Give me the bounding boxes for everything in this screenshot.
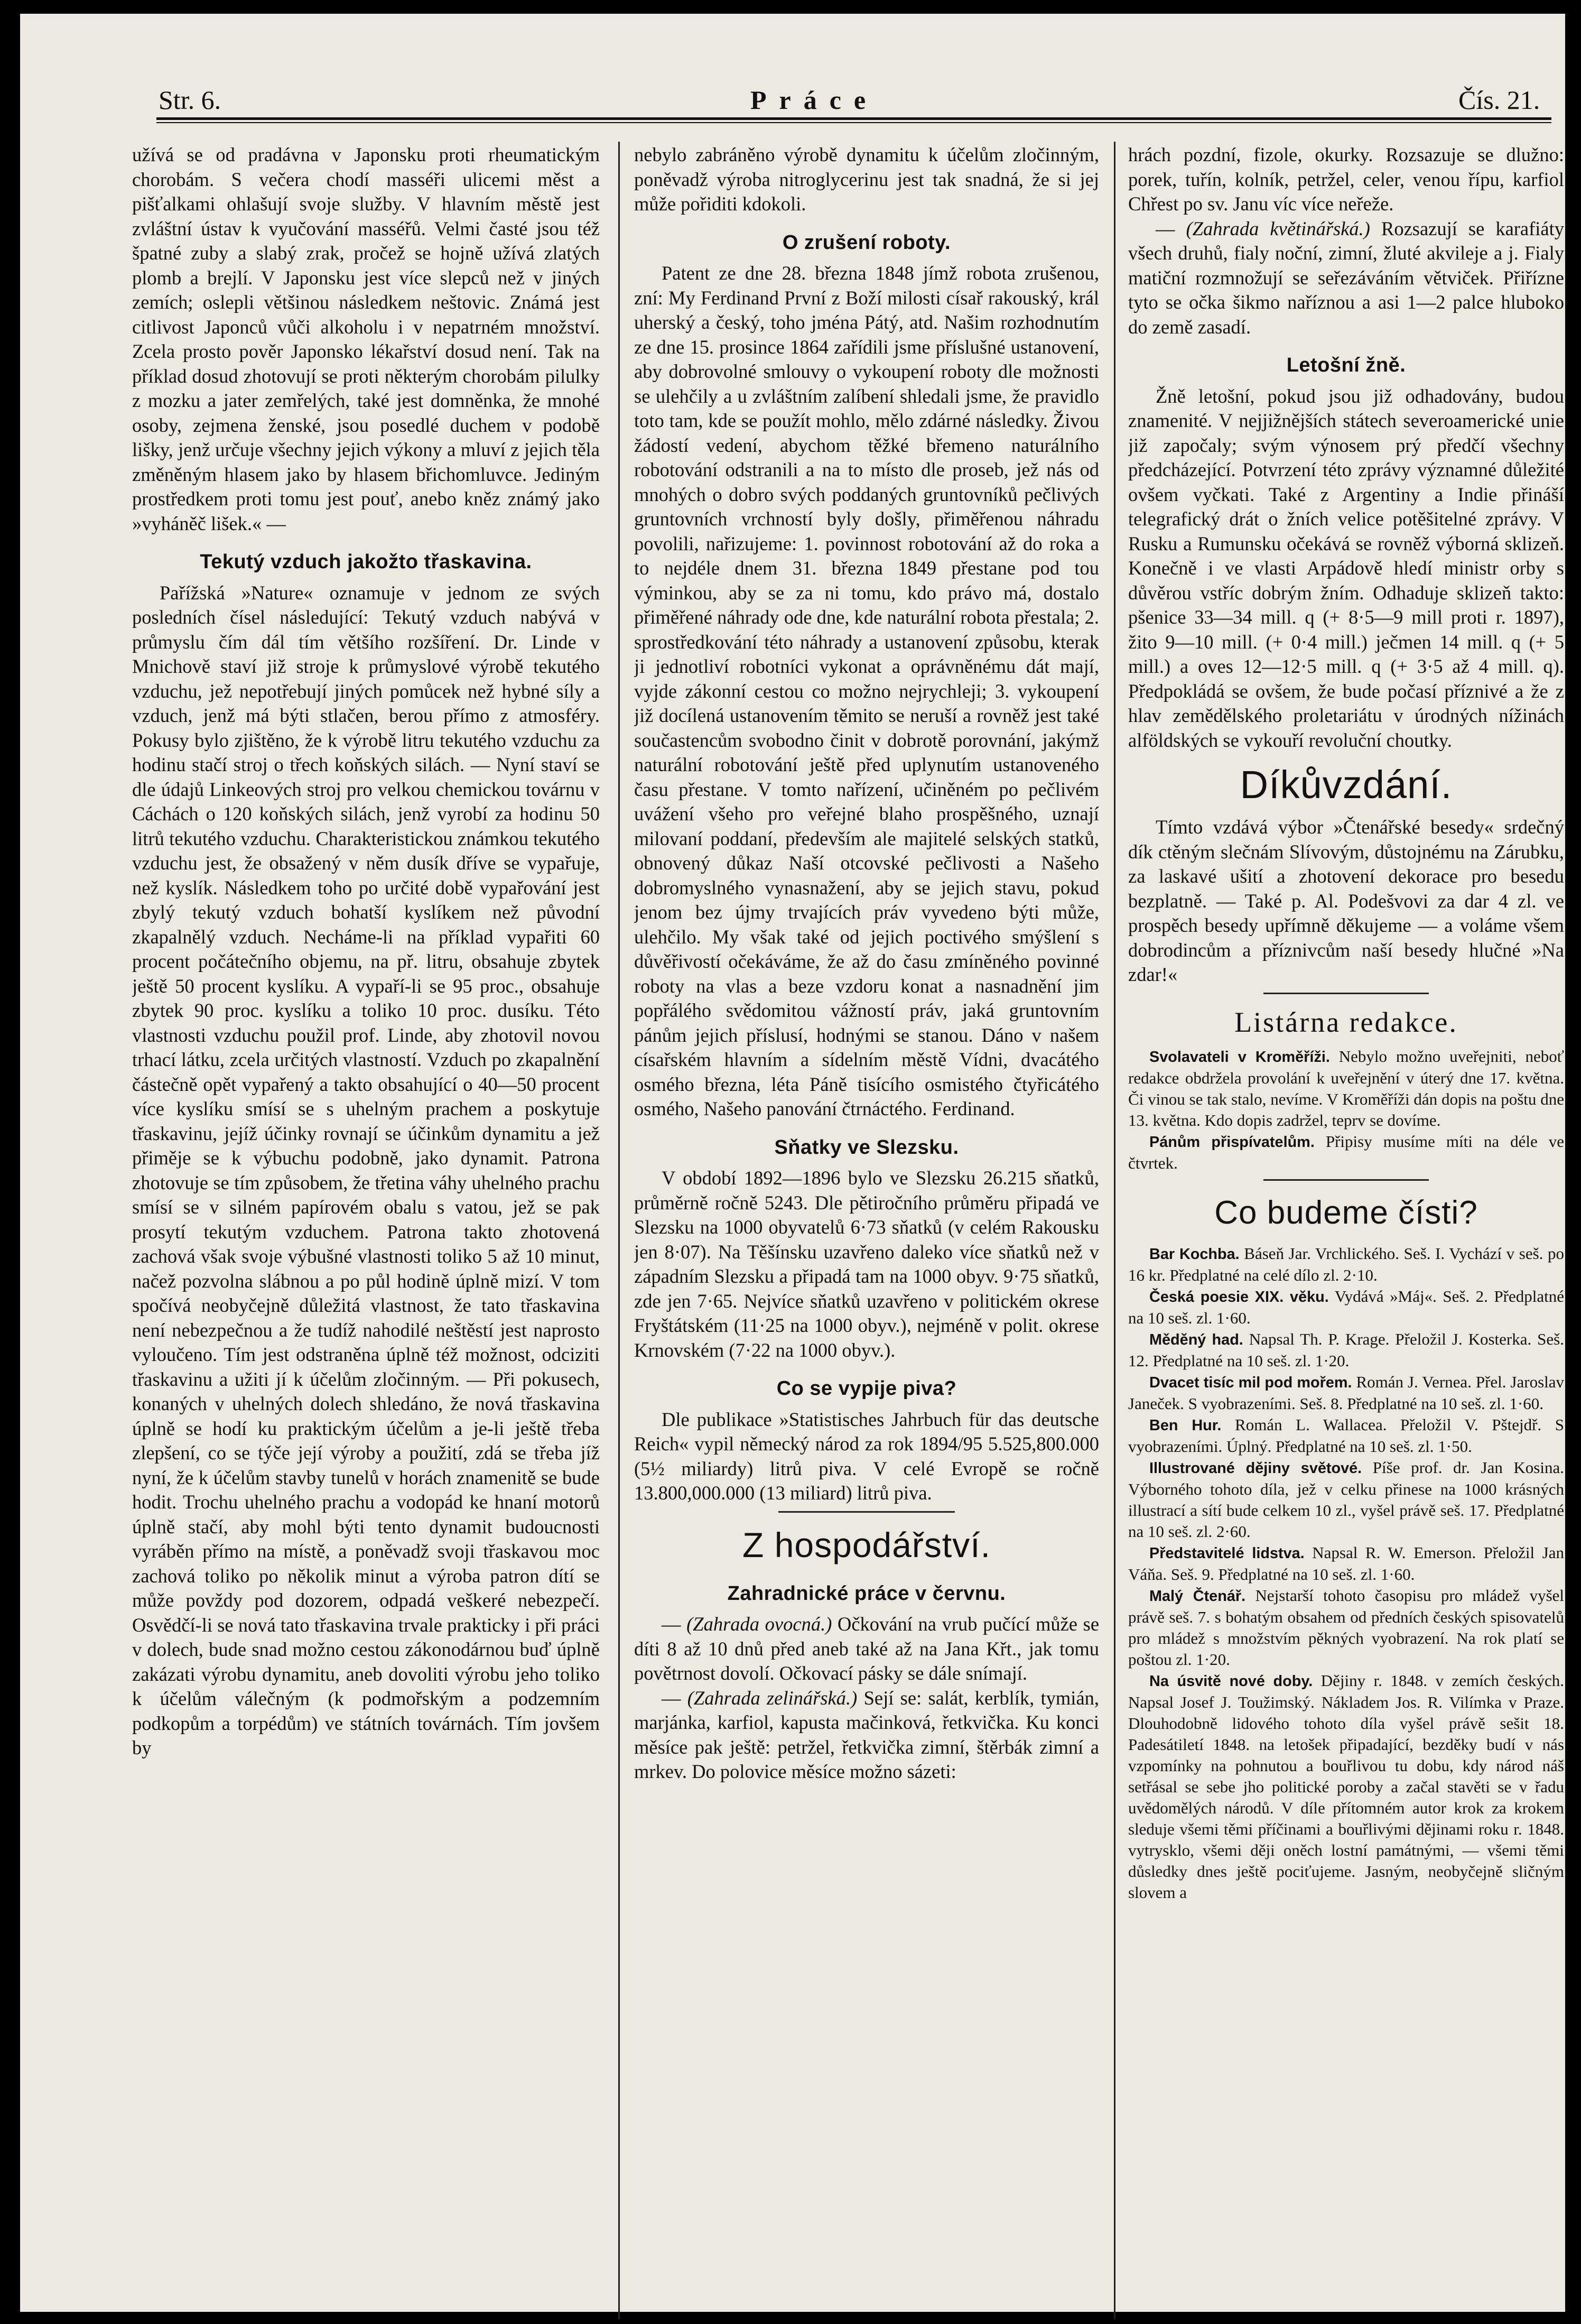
article-text: Tímto vzdává výbor »Čtenářské besedy« srdečný dík ctěným slečnám Slívovým, důstojnému na Zárubku, za laskavé ušití a zhotovení dekorace pro besedu bezplatně. — Také p. Al. Podešvovi za dar 4 zl. ve prospěch besedy upřímně děkujeme — a voláme všem dobrodincům a příznivcům naší besedy hlučné »Na zdar!« [1128, 816, 1564, 985]
article-text: Pařížská »Nature« oznamuje v jednom ze svých posledních čísel následující: Tekutý vzduch nabývá v průmyslu čím dál tím většího rozšíření. Dr. Linde v Mnichově staví již stroje k průmyslové výrobě tekutého vzduchu, jež nepotřebují jiných pomůcek než hybné síly a vzduch, jenž má býti stlačen, berou přímo z atmosféry. Pokusy bylo zjištěno, že k výrobě litru tekutého vzduchu za hodinu stačí stroj o třech koňských silách. — Nyní staví se dle údajů Linkeových stroj pro velkou chemickou továrnu v Cáchách o 120 koňských silách, jenž vyrobí za hodinu 50 litrů tekutého vzduchu. Charakteristickou známkou tekutého vzduchu jest, že obsažený v něm dusík dříve se vypařuje, než kyslík. Následkem toho po určité době vypařování jest zbylý tekutý vzduch bohatší kyslíkem než původní zkapalnělý vzduch. Necháme-li na příklad vypařiti 60 procent počátečního objemu, na př. litru, obsahuje zbytek ještě 50 procent kyslíku. A vypaří-li se 95 proc., obsahuje zbytek 90 proc. kyslíku a toliko 10 proc. dusíku. Této vlastnosti vzduchu použil prof. Linde, aby zhotovil novou trhací látku, zcela určitých vlastností. Vzduch po zkapalnění částečně opět vypařený a takto obsahující o 40—50 procent více kyslíku smísí se s uhelným prachem a poskytuje třaskavinu, jejíž účinky rovnají se účinkům dynamitu a jež přiměje se k výbuchu podobně, jako dynamit. Patrona zhotovuje se tím způsobem, že třetina váhy uhelného prachu smísí se v silném papírovém obalu s vatou, jež se pak prosytí tekutým vzduchem. Patrona takto zhotovená zachová však svoje výbušné vlastnosti toliko 5 až 10 minut, načež pozvolna slábnou a po půl hodině úplně mizí. V tom spočívá neobyčejně důležitá vlastnost, že tato třaskavina není nebezpečnou a že tudíž nahodilé neštěstí jest naprosto vyloučeno. Tím jest odstraněna úplně též možnost, odciziti třaskavinu a užiti jí k účelům zločinným. — Při pokusech, konaných v uhelných dolech shledáno, že nová třaskavina úplně se hodí ku praktickým účelům a je-li ještě třeba zlepšení, co se týče její výroby a použití, zdá se třeba jíž nyní, že k účelům stavby tunelů v horách znamenitě se bude hodit. Trochu uhelného prachu a vodopád ke hnaní motorů úplně stačí, aby mohl býti tento dynamit budoucnosti vyráběn přímo na místě, a poněvadž svoji třaskavou moc zachová toliko po několik minut a výroba patron dítí se může povždy pod dozorem, odpadá veškeré nebezpečí. Osvědčí-li se nová tato třaskavina trvale prakticky i při práci v dolech, bude snad možno cestou zákonodárnou buď úplně zakázati výrobu dynamitu, aneb dovoliti výrobu jeho toliko k účelům válečným (k podmořským a podzemním podkopům a torpédům) ve státních továrnách. Tím jovšem by [132, 581, 600, 1758]
item-label: Malý Čtenář. [1149, 1587, 1246, 1605]
item-label: Česká poesie XIX. věku. [1149, 1288, 1329, 1305]
item-label: Bar Kochba. [1149, 1245, 1240, 1263]
item-label: Měděný had. [1149, 1331, 1243, 1348]
section-heading: Listárna redakce. [1234, 1006, 1458, 1038]
article-text: Dle publikace »Statistisches Jahrbuch für das deutsche Reich« vypil německý národ za rok 1894/95 5.525,800.000 (5½ miliardy) litrů piva. V celé Evropě se ročně 13.800,000.000 (13 miliard) litrů piva. [634, 1408, 1099, 1504]
scan-border-left [0, 0, 20, 2324]
column-divider [1114, 142, 1115, 2319]
book-item [1128, 1414, 1564, 1457]
header-rule-thin [156, 122, 1551, 123]
item-label: Svolavateli v Kroměříži. [1149, 1048, 1330, 1066]
article-text: užívá se od pradávna v Japonsku proti rheumatickým chorobám. S večera chodí masséři ulicemi měst a pišťalkami ohlašují svoje služby. V hlavním městě jest zvláštní ústav k vyučování masséřů. Velmi časté jsou též špatné zuby a slabý zrak, pročež se hojně užívá zlatých plomb a brejlí. V Japonsku jest více slepců než v jiných zemích; oslepli většinou následkem neštovic. Známá jest citlivost Japonců vůči alkoholu i v nepatrném množství. Zcela prosto pověr Japonsko lékařství dosud není. Tak na příklad dosud zhotovují se proti některým chorobám pilulky z mozku a jater zemřelých, také jest domněnka, že mnohé osoby, zejmena ženské, jsou posedlé duchem v podobě lišky, jenž určuje všechny jejich výkony a mluví z jejich těla změněným hlasem jako by hlasem břichomluvce. Jediným prostředkem proti tomu jest pouť, anebo kněz známý jako »vyháněč lišek.« — [132, 144, 600, 534]
item-body: Připisy musíme míti na déle ve čtvrtek. [1128, 1132, 1564, 1172]
subsection-label: (Zahrada květinářská.) [1186, 217, 1370, 239]
column-3 [1128, 143, 1564, 2304]
section-heading: Co budeme čísti? [1214, 1194, 1478, 1231]
book-item [1128, 1286, 1564, 1329]
section-rule [1263, 1179, 1429, 1181]
letters-section [1128, 1046, 1564, 1174]
letter-item [1128, 1046, 1564, 1131]
section-heading: Z hospodářství. [742, 1525, 991, 1564]
section-heading: Díkůvzdání. [1240, 763, 1453, 807]
item-body: Nebylo možno uveřejniti, neboť redakce obdržela provolání k uveřejnění v úterý dne 17. května. Či vinou se tak stalo, nevíme. V Kroměříži dán dopis na poštu dne 13. května. Kdo dopis zadržel, teprv se dovíme. [1128, 1047, 1564, 1129]
item-body: Román J. Vernea. Přel. Jaroslav Janeček. S vyobrazeními. Seš. 8. Předplatné na 10 seš. zl. 1·60. [1128, 1372, 1564, 1413]
section-rule [1263, 993, 1429, 994]
item-body: Píše prof. dr. Jan Kosina. Výborného tohoto díla, jež v celku přinese na 1000 krásných illustrací a sítí bude celkem 10 zl., vyšel právě seš. 17. Předplatné na 10 seš. zl. 2·60. [1128, 1458, 1564, 1541]
paragraph-body: Rozsazují se karafiáty všech druhů, fialy noční, zimní, žluté akvileje a j. Fialy matiční rozmnožují se seřezáváním větviček. Přiřízne tyto se očka šikmo naříznou a asi 1—2 palce hluboko do země zasadí. [1128, 217, 1564, 338]
article-text: V období 1892—1896 bylo ve Slezsku 26.215 sňatků, průměrně ročně 5243. Dle pětiročního průměru připadá ve Slezsku na 1000 obyvatelů 6·73 sňatků (v celém Rakousku jen 8·07). Na Těšínsku uzavřeno daleko více sňatků než v západním Slezsku a připadá tam na 1000 obyv. 9·75 sňatků, zde jen 7·65. Nejvíce sňatků uzavřeno v politickém okrese Fryštátském (11·25 na 1000 obyv.), nejméně v polit. okrese Krnovském (7·22 na 1000 obyv.). [634, 1167, 1099, 1361]
article-heading: Sňatky ve Slezsku. [774, 1136, 959, 1159]
newspaper-title: Práce [750, 85, 879, 115]
book-item [1128, 1457, 1564, 1542]
scan-border-top [0, 0, 1581, 14]
item-label: Dvacet tisíc mil pod mořem. [1149, 1374, 1352, 1391]
article-text: nebylo zabráněno výrobě dynamitu k účelům zločinným, poněvadž výroba nitroglycerinu jest tak snadná, že si jej může pořiditi kdokoli. [634, 144, 1099, 215]
scan-border-bottom [0, 2312, 1581, 2324]
book-item [1128, 1372, 1564, 1414]
item-body: Román L. Wallacea. Přeložil V. Pštejdř. S vyobrazeními. Úplný. Předplatné na 10 seš. zl. 1·50. [1128, 1415, 1564, 1456]
paragraph-body: Očkování na vrub pučící může se díti 8 až 10 dnů před aneb také až na Jana Křt., jak tomu povětrnost dovolí. Očkovací pásky se dále snímají. [634, 1613, 1099, 1684]
item-label: Ben Hur. [1149, 1416, 1222, 1434]
article-text: — (Zahrada ovocná.) Očkování na vrub pučící může se díti 8 až 10 dnů před aneb také až na Jana Křt., jak tomu povětrnost dovolí. Očkovací pásky se dále snímají. [634, 1613, 1099, 1684]
item-body: Napsal R. W. Emerson. Přeložil Jan Váňa. Seš. 9. Předplatné na 10 seš. zl. 1·60. [1128, 1543, 1564, 1584]
page-number: Str. 6. [159, 85, 221, 115]
book-item [1128, 1542, 1564, 1585]
item-body: Nejstarší tohoto časopisu pro mládež vyšel právě seš. 7. s bohatým obsahem od předních českých spisovatelů pro mládež s množstvím pěkných vyobrazení. Na rok platí se poštou zl. 1·20. [1128, 1586, 1564, 1669]
item-label: Illustrované dějiny světové. [1149, 1459, 1362, 1477]
reading-list [1128, 1243, 1564, 1903]
article-text: Patent ze dne 28. března 1848 jímž robota zrušenou, zní: My Ferdinand První z Boží milosti císař rakouský, král uherský a český, toho jména Pátý, atd. Našim rozhodnutím ze dne 15. prosince 1864 zařídili jsme příslušné ustanovení, aby dobrovolné smlouvy o vykoupení roboty dle možnosti se ulehčily a u zvláštním zalíbení shledali jsme, že pravidlo toto tam, kde se použít mohlo, mělo zdárné následky. Živou žádostí vedení, abychom těžké břemeno naturálního robotování odstranili a na to místo dle proseb, jež nás od mnohých o dobro svých poddaných gruntovníků pečlivých gruntovních vrchností byly došly, přiměřenou náhradu povolili, nařizujeme: 1. povinnost robotování až do roka a to nejdéle dnem 31. března 1849 přestane pod tou výminkou, aby se za ni tomu, kdo právo má, dostalo přiměřené náhrady ode dne, kde naturální robota přestala; 2. sprostředkování této náhrady a ustanovení způsobu, kterak ji jednotliví robotníci vykonat a oprávněnému dát mají, vyjde zákonní cestou co možno nejrychleji; 3. vykoupení již docílená ustanovením těmito se neruší a rovněž jest také součastencům svobodno činit v dobrotě porovnání, jakýmž naturální robotování ještě před uplynutím ustanoveného času přestane. V tomto nařízení, učiněném po pečlivém uvážení všeho pro veřejné blaho prospěšného, uznají milovaní poddaní, především ale majitelé selských statků, obnovený důkaz Naší otcovské pečlivosti a Našeho dobromyslného vynasnažení, aby se jejich stavu, pokud jenom bez újmy trvajících práv vyvedeno býti může, ulehčilo. My však také od jejich poctivého smýšlení s důvěřivostí očekáváme, že až do času zmíněného povinné roboty na vlas a beze vzdoru konat a nasnadnění jim popřálého svědomitou vážností práv, jaká gruntovním pánům jejich příslusí, hodnými se stanou. Dáno v našem císařském hlavním a sídelním městě Vídni, dvacátého osmého března, léta Páně tisícího osmistého čtyřicátého osmého, Našeho panování čtrnáctého. Ferdinand. [634, 262, 1099, 1119]
column-divider [618, 142, 620, 2319]
article-heading: Tekutý vzduch jakožto třaskavina. [200, 551, 532, 573]
section-rule [778, 1511, 955, 1513]
issue-number: Čís. 21. [1458, 85, 1540, 115]
article-text: hrách pozdní, fizole, okurky. Rozsazuje se dlužno: porek, tuřín, kolník, petržel, celer, venou řípu, karfiol Chřest po sv. Janu víc více neřeže. [1128, 144, 1564, 215]
column-2 [634, 143, 1099, 2304]
item-label: Představitelé lidstva. [1149, 1544, 1305, 1562]
item-body: Napsal Th. P. Krage. Přeložil J. Kosterka. Seš. 12. Předplatné na 10 seš. zl. 1·20. [1128, 1329, 1564, 1370]
scan-border-right [1565, 0, 1581, 2324]
book-item [1128, 1243, 1564, 1286]
item-label: Na úsvitě nové doby. [1149, 1672, 1313, 1690]
article-text: — (Zahrada květinářská.) Rozsazují se karafiáty všech druhů, fialy noční, zimní, žluté akvileje a j. Fialy matiční rozmnožují se seřezáváním větviček. Přiřízne tyto se očka šikmo naříznou a asi 1—2 palce hluboko do země zasadí. [1128, 217, 1564, 338]
article-heading: Zahradnické práce v červnu. [727, 1582, 1006, 1605]
item-body: Báseň Jar. Vrchlického. Seš. I. Vychází v seš. po 16 kr. Předplatné na celé dílo zl. 2·10. [1128, 1244, 1564, 1284]
subsection-label: (Zahrada ovocná.) [686, 1613, 832, 1635]
paragraph-body: Sejí se: salát, kerblík, tymián, marjánka, karfiol, kapusta mačinková, řetkvička. Ku konci měsíce pak ještě: petržel, řetkvička zimní, štěrbák zimní a mrkev. Do polovice měsíce možno sázeti: [634, 1687, 1099, 1782]
article-heading: Co se vypije piva? [776, 1377, 957, 1400]
book-item [1128, 1329, 1564, 1372]
item-body: Vydává »Máj«. Seš. 2. Předplatné na 10 seš. zl. 1·60. [1128, 1286, 1564, 1327]
letter-item [1128, 1131, 1564, 1174]
column-1 [132, 143, 600, 2304]
header-rule [156, 117, 1551, 120]
article-text: Žně letošní, pokud jsou již odhadovány, budou znamenité. V nejjižnějších státech severoamerické unie již započaly; svým výnosem prý předčí všechny předcházející. Potvrzení této zprávy významné důležité ovšem vyčkati. Také z Argentiny a Indie přináší telegrafický drát o žních velice potěšitelné zprávy. V Rusku a Rumunsku očekává se rovněž výborná sklizeň. Konečně i ve vlasti Arpádově hledí ministr orby s důvěrou vstříc dobrým žním. Odhaduje sklizeň takto: pšenice 33—34 mill. q (+ 8·5—9 mill proti r. 1897), žito 9—10 mill. (+ 0·4 mill.) ječmen 14 mill. q (+ 5 mill.) a oves 12—12·5 mill. q (+ 3·5 až 4 mill. q). Předpokládá se ovšem, že bude počasí příznivé a že z hlav zemědělského proletariátu v úrodných nížinách alföldských se vykouří revoluční choutky. [1128, 385, 1564, 751]
subsection-label: (Zahrada zelinářská.) [687, 1687, 858, 1709]
article-heading: O zrušení roboty. [782, 231, 951, 254]
book-item [1128, 1670, 1564, 1903]
item-label: Pánům přispívatelům. [1149, 1133, 1315, 1151]
article-heading: Letošní žně. [1286, 354, 1406, 376]
item-body: Dějiny r. 1848. v zemích českých. Napsal Josef J. Toužimský. Nákladem Jos. R. Vilímka v Praze. Dlouhodobně lidového tohoto díla vyšel právě sešit 18. Padesátiletí 1848. na letošek připadající, bezděky budí v nás vzpomínky na pohnutou a bouřlivou tu dobu, kdy národ náš setřásal se sebe jho politické poroby a začal stavěti se v řadu uvědomělých národů. V díle přítomném autor krok za krokem sleduje všemi těmi příčinami a bouřlivými dějinami roku r. 1848. vytrysklo, všemi ději oněch lostní památnými, — všemi těmi důsledky dnes ještě pociťujeme. Jasným, neobyčejně sličným slovem a [1128, 1671, 1564, 1902]
book-item [1128, 1585, 1564, 1670]
article-text: — (Zahrada zelinářská.) Sejí se: salát, kerblík, tymián, marjánka, karfiol, kapusta mačinková, řetkvička. Ku konci měsíce pak ještě: petržel, řetkvička zimní, štěrbák zimní a mrkev. Do polovice měsíce možno sázeti: [634, 1687, 1099, 1782]
